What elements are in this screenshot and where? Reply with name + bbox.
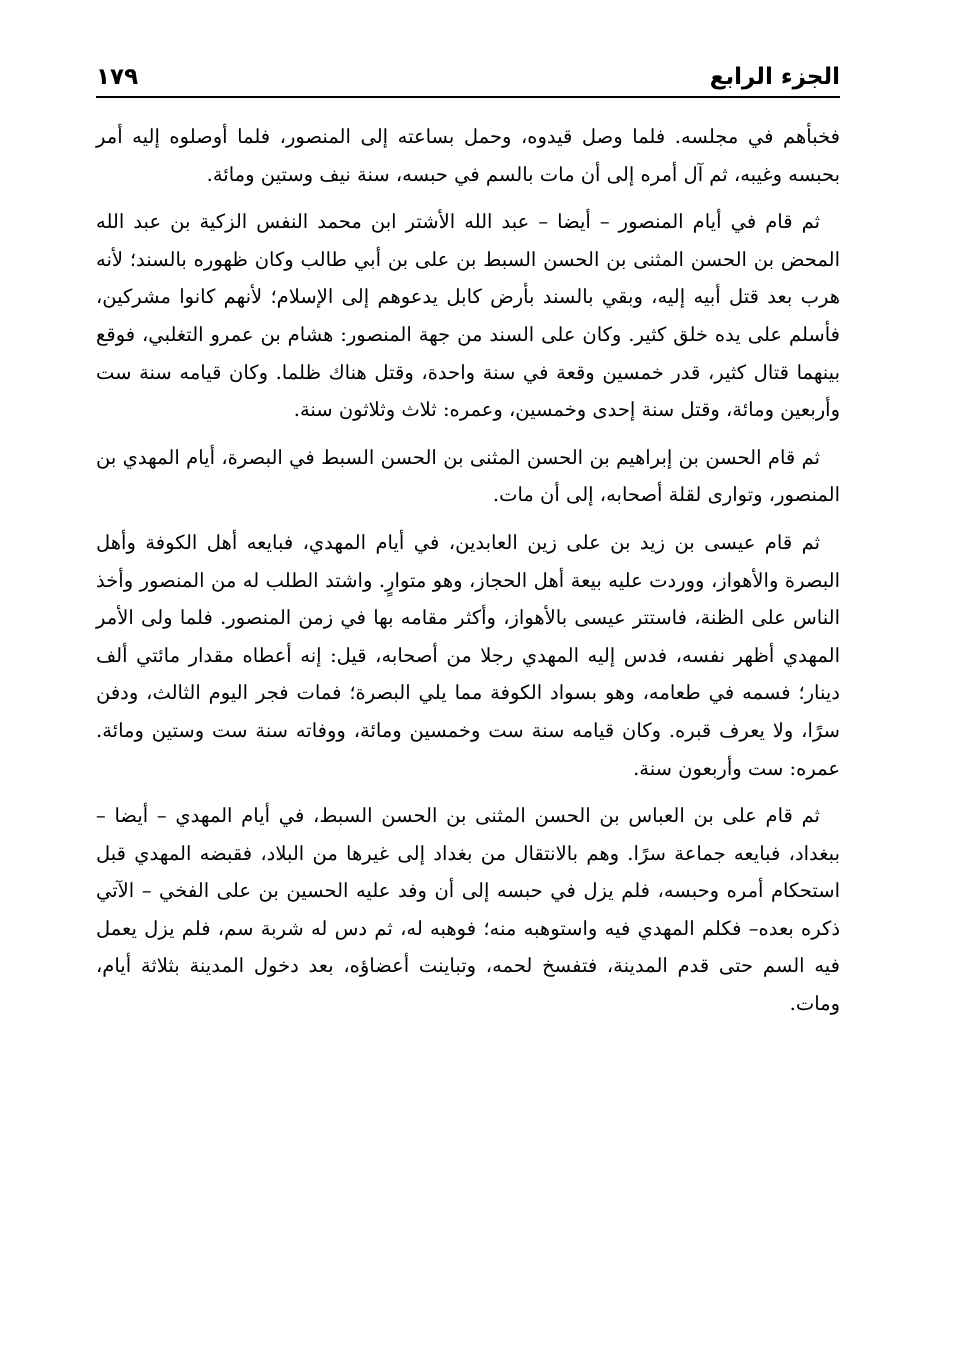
paragraph-3: ثم قام الحسن بن إبراهيم بن الحسن المثنى بن الحسن السبط في البصرة، أيام المهدي بن المنصور، وتوارى لقلة أصحابه، إلى أن مات. (96, 445, 840, 507)
running-title: الجزء الرابع (709, 64, 840, 90)
paragraph-5: ثم قام على بن العباس بن الحسن المثنى بن الحسن السبط، في أيام المهدي – أيضا – ببغداد، فبايعه جماعة سرًا. وهم بالانتقال من بغداد إلى غيرها من البلاد، فقبضه المهدي قبل استحكام أمره وحبسه، فلم يزل في حبسه إلى أن وفد عليه الحسين بن على الفخي – الآتي ذكره بعده– فكلم المهدي فيه واستوهبه منه؛ فوهبه له، ثم دس له شربة سم، فلم يزل يعمل فيه السم حتى قدم المدينة، فتفسخ لحمه، وتباينت أعضاؤه، بعد دخول المدينة بثلاثة أيام، ومات. (96, 804, 840, 1016)
paragraph-1: فخبأهم في مجلسه. فلما وصل قيدوه، وحمل بساعته إلى المنصور، فلما أوصلوه إليه أمر بحبسه وغيبه، ثم آل أمره إلى أن مات بالسم في حبسه، سنة نيف وستين ومائة. (96, 125, 840, 186)
paragraph-2: ثم قام في أيام المنصور – أيضا – عبد الله الأشتر ابن محمد النفس الزكية بن عبد الله المحض بن الحسن المثنى بن الحسن السبط بن على بن أبي طالب وكان ظهوره بالسند؛ لأنه هرب بعد قتل أبيه إليه، وبقي بالسند بأرض كابل يدعوهم إلى الإسلام؛ لأنهم كانوا مشركين، فأسلم على يده خلق كثير. وكان على السند من جهة المنصور: هشام بن عمرو التغلبي، فوقع بينهما قتال كثير، قدر خمسين وقعة في سنة واحدة، وقتل هناك ظلما. وكان قيامه سنة ست وأربعين ومائة، وقتل سنة إحدى وخمسين، وعمره: ثلاث وثلاثون سنة. (96, 210, 840, 422)
page-number: ١٧٩ (96, 64, 139, 90)
body-text (96, 118, 840, 1033)
page-header (96, 50, 840, 98)
paragraph-4: ثم قام عيسى بن زيد بن على زين العابدين، في أيام المهدي، فبايعه أهل الكوفة وأهل البصرة والأهواز، ووردت عليه بيعة أهل الحجاز، وهو متوارٍ. واشتد الطلب له من المنصور وأخذ الناس على الظنة، فاستتر عيسى بالأهواز، وأكثر مقامه بها في زمن المنصور. فلما ولى الأمر المهدي أظهر نفسه، فدس إليه المهدي رجلا من أصحابه، قيل: إنه أعطاه مقدار مائتي ألف دينار؛ فسمه في طعامه، وهو بسواد الكوفة مما يلي البصرة؛ فمات فجر اليوم الثالث، ودفن سرًا، ولا يعرف قبره. وكان قيامه سنة ست وخمسين ومائة، ووفاته سنة ست وستين ومائة. عمره: ست وأربعون سنة. (96, 530, 840, 780)
